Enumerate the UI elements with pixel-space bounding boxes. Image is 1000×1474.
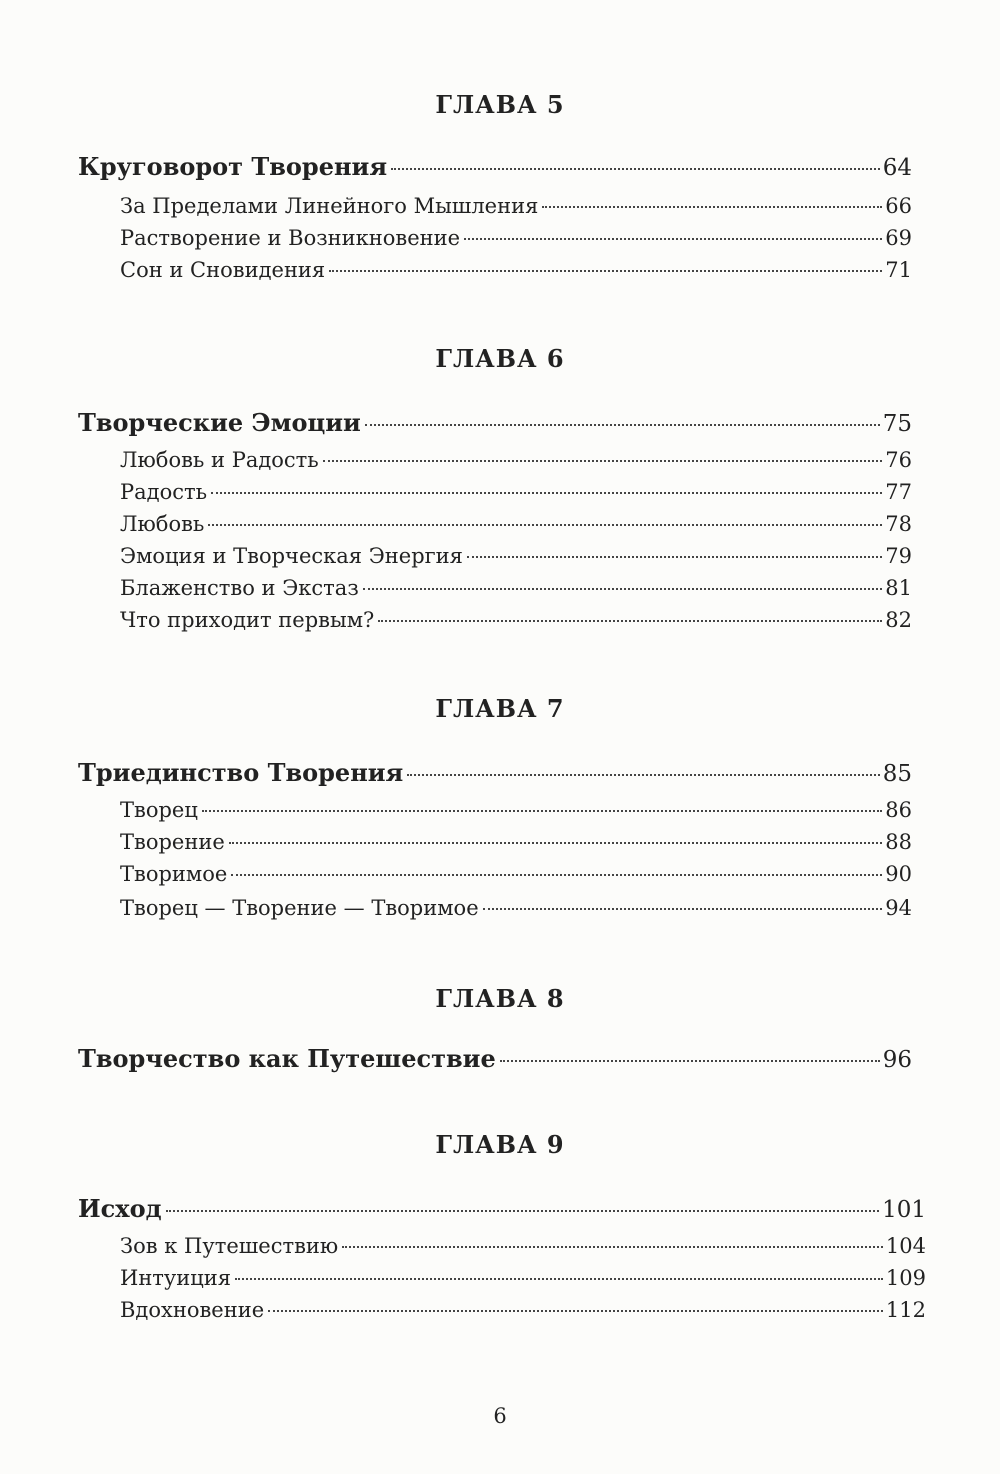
page-number: 6	[493, 1404, 507, 1428]
dot-leader	[483, 908, 883, 910]
dot-leader	[202, 810, 882, 812]
toc-page-number: 88	[885, 830, 912, 854]
dot-leader	[500, 1060, 880, 1062]
dot-leader	[166, 1210, 879, 1212]
toc-title: Зов к Путешествию	[120, 1234, 339, 1258]
toc-title: Любовь и Радость	[120, 448, 319, 472]
toc-page-number: 77	[885, 480, 912, 504]
dot-leader	[211, 492, 882, 494]
toc-entry[interactable]	[120, 1234, 926, 1258]
dot-leader	[542, 206, 882, 208]
toc-chapter-title[interactable]	[78, 1044, 912, 1073]
chapter-heading: ГЛАВА 5	[435, 90, 565, 119]
toc-title: Эмоция и Творческая Энергия	[120, 544, 463, 568]
toc-entry[interactable]	[120, 544, 912, 568]
toc-title: Растворение и Возникновение	[120, 226, 461, 250]
toc-page-number: 78	[885, 512, 912, 536]
toc-page-number: 64	[882, 155, 912, 181]
toc-entry[interactable]	[120, 448, 912, 472]
toc-page-number: 79	[885, 544, 912, 568]
toc-page-number: 71	[885, 258, 912, 282]
toc-title: Любовь	[120, 512, 205, 536]
toc-chapter-title[interactable]	[78, 408, 912, 437]
toc-page-number: 96	[882, 1047, 912, 1073]
toc-page-number: 101	[882, 1197, 926, 1223]
toc-chapter-title[interactable]	[78, 152, 912, 181]
toc-entry[interactable]	[120, 194, 912, 218]
chapter-heading: ГЛАВА 8	[435, 984, 565, 1013]
toc-entry[interactable]	[120, 798, 912, 822]
toc-page-number: 66	[885, 194, 912, 218]
dot-leader	[391, 168, 880, 170]
dot-leader	[464, 238, 882, 240]
toc-title: Сон и Сновидения	[120, 258, 326, 282]
toc-entry[interactable]	[120, 896, 912, 920]
toc-title: Блаженство и Экстаз	[120, 576, 359, 600]
toc-page-number: 112	[885, 1298, 926, 1322]
chapter-heading: ГЛАВА 7	[435, 694, 565, 723]
dot-leader	[268, 1310, 883, 1312]
toc-entry[interactable]	[120, 1266, 926, 1290]
toc-chapter-title[interactable]	[78, 1194, 926, 1223]
toc-title: Интуиция	[120, 1266, 232, 1290]
dot-leader	[208, 524, 882, 526]
toc-page-number: 86	[885, 798, 912, 822]
dot-leader	[329, 270, 882, 272]
toc-title: Творец	[120, 798, 198, 822]
dot-leader	[342, 1246, 883, 1248]
dot-leader	[363, 588, 882, 590]
toc-entry[interactable]	[120, 1298, 926, 1322]
toc-title: Вдохновение	[120, 1298, 265, 1322]
toc-page-number: 94	[885, 896, 912, 920]
dot-leader	[365, 424, 880, 426]
toc-title: Творчество как Путешествие	[78, 1044, 496, 1073]
toc-title: Что приходит первым?	[120, 608, 375, 632]
dot-leader	[467, 556, 882, 558]
toc-page-number: 75	[882, 411, 912, 437]
dot-leader	[378, 620, 882, 622]
toc-entry[interactable]	[120, 258, 912, 282]
toc-entry[interactable]	[120, 480, 912, 504]
toc-page-number: 109	[885, 1266, 926, 1290]
chapter-heading: ГЛАВА 6	[435, 344, 565, 373]
toc-chapter-title[interactable]	[78, 758, 912, 787]
dot-leader	[231, 874, 882, 876]
toc-title: Круговорот Творения	[78, 152, 388, 181]
dot-leader	[235, 1278, 883, 1280]
toc-title: Радость	[120, 480, 208, 504]
chapter-heading: ГЛАВА 9	[435, 1130, 565, 1159]
toc-page-number: 76	[885, 448, 912, 472]
toc-entry[interactable]	[120, 576, 912, 600]
dot-leader	[323, 460, 883, 462]
toc-title: Творимое	[120, 862, 228, 886]
toc-entry[interactable]	[120, 226, 912, 250]
toc-entry[interactable]	[120, 830, 912, 854]
toc-title: Творческие Эмоции	[78, 408, 361, 437]
toc-page-number: 81	[885, 576, 912, 600]
toc-title: Творец — Творение — Творимое	[120, 896, 479, 920]
toc-title: Творение	[120, 830, 225, 854]
toc-page-number: 90	[885, 862, 912, 886]
toc-page-number: 104	[885, 1234, 926, 1258]
dot-leader	[229, 842, 883, 844]
toc-page-number: 69	[885, 226, 912, 250]
toc-title: За Пределами Линейного Мышления	[120, 194, 539, 218]
toc-title: Исход	[78, 1194, 162, 1223]
toc-entry[interactable]	[120, 608, 912, 632]
toc-page-number: 85	[882, 761, 912, 787]
toc-entry[interactable]	[120, 512, 912, 536]
toc-title: Триединство Творения	[78, 758, 404, 787]
toc-page-number: 82	[885, 608, 912, 632]
dot-leader	[407, 774, 879, 776]
toc-entry[interactable]	[120, 862, 912, 886]
